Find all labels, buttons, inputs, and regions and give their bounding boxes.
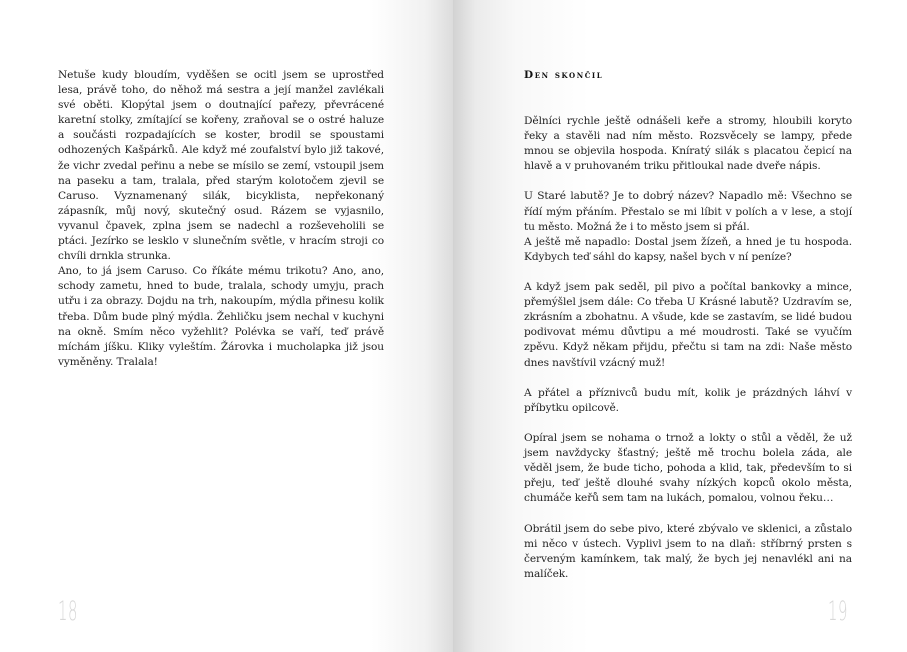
left-page bbox=[0, 0, 453, 652]
right-paragraph-2: U Staré labutě? Je to dobrý název? Napadlo mě: Všechno se řídí mým přáním. Přestalo se mi líbit v polích a v lese, a stojí tu město. Možná že i to město jsem si přál. bbox=[524, 190, 852, 233]
right-paragraph-1: Dělníci rychle ještě odnášeli keře a stromy, hloubili koryto řeky a stavěli nad ním město. Rozsvěcely se lampy, přede mnou se objevila hospoda. Kníratý silák s placatou čepicí na hlavě a v pruhovaném triku přitloukal nade dveře nápis. bbox=[524, 115, 852, 173]
page-number-left: 18 bbox=[58, 596, 78, 627]
right-paragraph-4: A když jsem pak seděl, pil pivo a počítal bankovky a mince, přemýšlel jsem dále: Co třeba U Krásné labutě? Uzdravím se, zkrásním a zbohatnu. A všude, kde se zastavím, se lidé budou podivovat mému důvtipu a mé moudrosti. Také se vyučím zpěvu. Když někam přijdu, přečtu si tam na zdi: Naše město dnes navštívil vzácný muž! bbox=[524, 281, 852, 369]
right-page-text bbox=[524, 114, 852, 597]
right-paragraph-7: Obrátil jsem do sebe pivo, které zbývalo ve sklenici, a zůstalo mi něco v ústech. Vyplivl jsem to na dlaň: stříbrný prsten s červeným kamínkem, tak malý, že bych jej nenavlékl ani na malíček. bbox=[524, 522, 852, 580]
left-paragraph-2: Ano, to já jsem Caruso. Co říkáte mému trikotu? Ano, ano, schody zametu, hned to bude, tralala, schody umyju, prach utřu i za obrazy. Dojdu na trh, nakoupím, mýdla přinesu kolik třeba. Dům bude plný mýdla. Žehličku jsem nechal v kuchyni na okně. Smím něco vyžehlit? Polévka se vaří, teď právě míchám jíšku. Kliky vyleštím. Žárovka i mucholapka již jsou vyměněny. Tralala! bbox=[58, 265, 384, 368]
right-paragraph-6: Opíral jsem se nohama o trnož a lokty o stůl a věděl, že už jsem navždycky šťastný; ještě mě trochu bolela záda, ale věděl jsem, že bude ticho, pohoda a klid, tak, především to si přeju, teď ještě dlouhé svahy nízkých kopců okolo města, chumáče keřů sem tam na lukách, pomalou, volnou řeku… bbox=[524, 431, 852, 505]
chapter-title: Den skončil bbox=[524, 69, 604, 81]
right-paragraph-5: A přátel a příznivců budu mít, kolik je prázdných láhví v příbytku opilcově. bbox=[524, 386, 852, 414]
left-page-text bbox=[58, 68, 384, 370]
right-page bbox=[453, 0, 907, 652]
left-paragraph-1: Netuše kudy bloudím, vyděšen se ocitl jsem se uprostřed lesa, právě toho, do něhož má sestra a její manžel zavlékali své oběti. Klopýtal jsem o doutnající pařezy, převrácené karetní stolky, zmítající se kořeny, zraňoval se o ostré haluze a součásti rozpadajících se koster, brodil se spoustami odhozených Kašpárků. Ale když mé zoufalství bylo již takové, že vichr zvedal peřinu a nebe se mísilo se zemí, vstoupil jsem na paseku a tam, tralala, před starým kolotočem zjevil se Caruso. Vyznamenaný silák, bicyklista, nepřekonaný zápasník, můj nový, skutečný osud. Rázem se vyjasnilo, vyvanul čpavek, zplna jsem se nadechl a rozševeholili se ptáci. Jezírko se lesklo v slunečním světle, v hracím stroji co chvíli drnkla strunka. bbox=[58, 69, 384, 263]
page-number-right: 19 bbox=[828, 596, 848, 627]
right-paragraph-3: A ještě mě napadlo: Dostal jsem žízeň, a hned je tu hospoda. Kdybych teď sáhl do kapsy, našel bych v ní peníze? bbox=[524, 235, 852, 263]
